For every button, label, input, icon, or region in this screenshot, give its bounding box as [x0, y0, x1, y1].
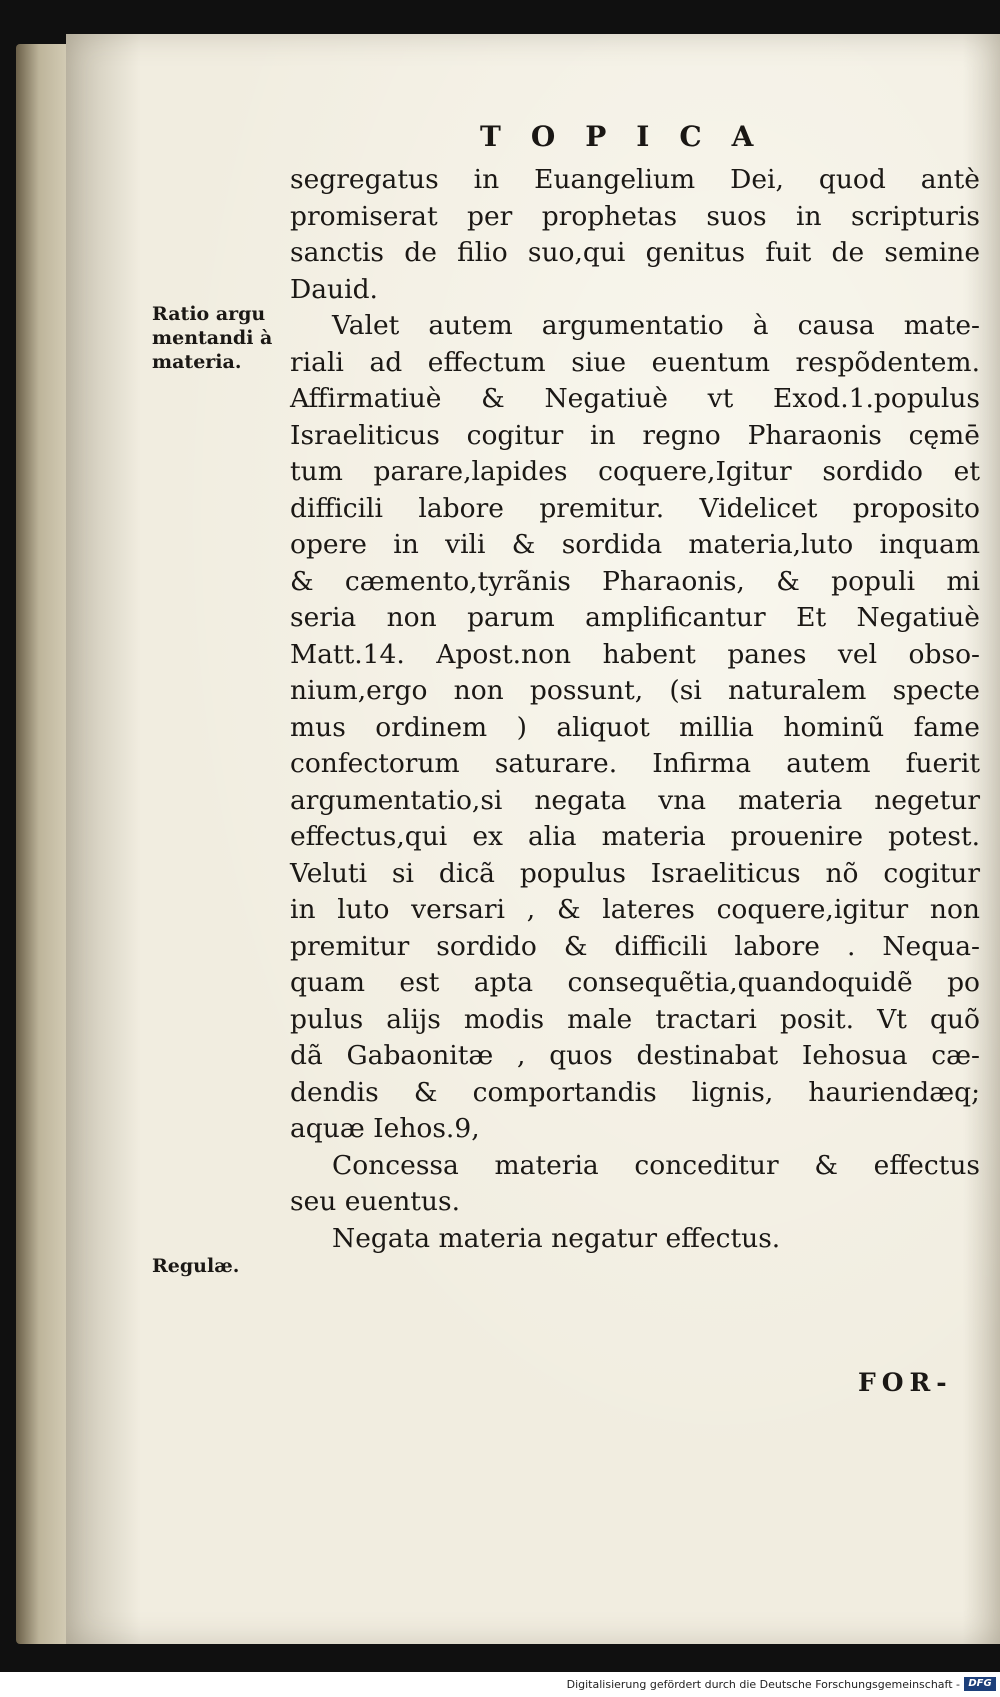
text-line: seria non parum amplificantur Et Negatiuè — [290, 602, 980, 633]
dfg-logo: DFG — [964, 1677, 996, 1691]
main-text — [290, 162, 980, 1257]
marginal-line: mentandi à — [152, 327, 273, 349]
text-line: riali ad effectum siue euentum respõdentem. — [290, 346, 980, 378]
text-line: difficili labore premitur. Videlicet proposito — [290, 492, 980, 524]
text-line: in luto versari , & lateres coquere,igitur non — [290, 894, 980, 925]
text-line: Concessa materia conceditur & effectus — [332, 1149, 980, 1181]
text-line: mus ordinem ) aliquot millia hominũ fame — [290, 711, 980, 743]
catchword: FOR- — [858, 1368, 953, 1397]
text-line: argumentatio,si negata vna materia negetur — [290, 784, 980, 816]
text-line: Negata materia negatur effectus. — [332, 1222, 781, 1254]
text-line: sanctis de filio suo,qui genitus fuit de semine — [290, 237, 980, 268]
text-line: premitur sordido & difficili labore . Nequa- — [290, 930, 980, 962]
text-line: Veluti si dicã populus Israeliticus nõ cogitur — [290, 857, 980, 889]
text-line: nium,ergo non possunt, (si naturalem specte — [290, 675, 980, 706]
text-line: & cæmento,tyrãnis Pharaonis, & populi mi — [290, 565, 980, 597]
marginal-note-ratio — [152, 302, 272, 374]
text-line: Dauid. — [290, 273, 378, 305]
text-line: Affirmatiuè & Negatiuè vt Exod.1.populus — [290, 383, 980, 414]
marginal-note-regulae — [152, 1254, 239, 1278]
marginal-line: Ratio argu — [152, 303, 266, 325]
footer-credit: Digitalisierung gefördert durch die Deutsche Forschungsgemeinschaft - — [566, 1678, 960, 1691]
text-line: promiserat per prophetas suos in scripturis — [290, 200, 980, 232]
text-line: tum parare,lapides coquere,Igitur sordido et — [290, 456, 980, 487]
text-line: Valet autem argumentatio à causa mate- — [332, 310, 980, 341]
text-line: quam est apta consequẽtia,quandoquidẽ po — [290, 967, 980, 998]
text-line: opere in vili & sordida materia,luto inquam — [290, 529, 980, 560]
marginal-line: Regulæ. — [152, 1255, 240, 1277]
text-line: seu euentus. — [290, 1186, 461, 1217]
marginal-line: materia. — [152, 351, 242, 373]
text-line: pulus alijs modis male tractari posit. Vt quõ — [290, 1003, 980, 1035]
text-line: Matt.14. Apost.non habent panes vel obso- — [290, 638, 980, 670]
text-line: confectorum saturare. Infirma autem fuerit — [290, 748, 980, 779]
text-line: effectus,qui ex alia materia prouenire potest. — [290, 821, 980, 852]
text-line: segregatus in Euangelium Dei, quod antè — [290, 164, 980, 195]
text-line: dendis & comportandis lignis, hauriendæq; — [290, 1076, 980, 1108]
running-head: TOPICA — [480, 120, 784, 153]
text-line: Israeliticus cogitur in regno Pharaonis cęmē — [290, 419, 980, 451]
text-line: dã Gabaonitæ , quos destinabat Iehosua cæ- — [290, 1040, 980, 1071]
text-line: aquæ Iehos.9, — [290, 1113, 480, 1144]
